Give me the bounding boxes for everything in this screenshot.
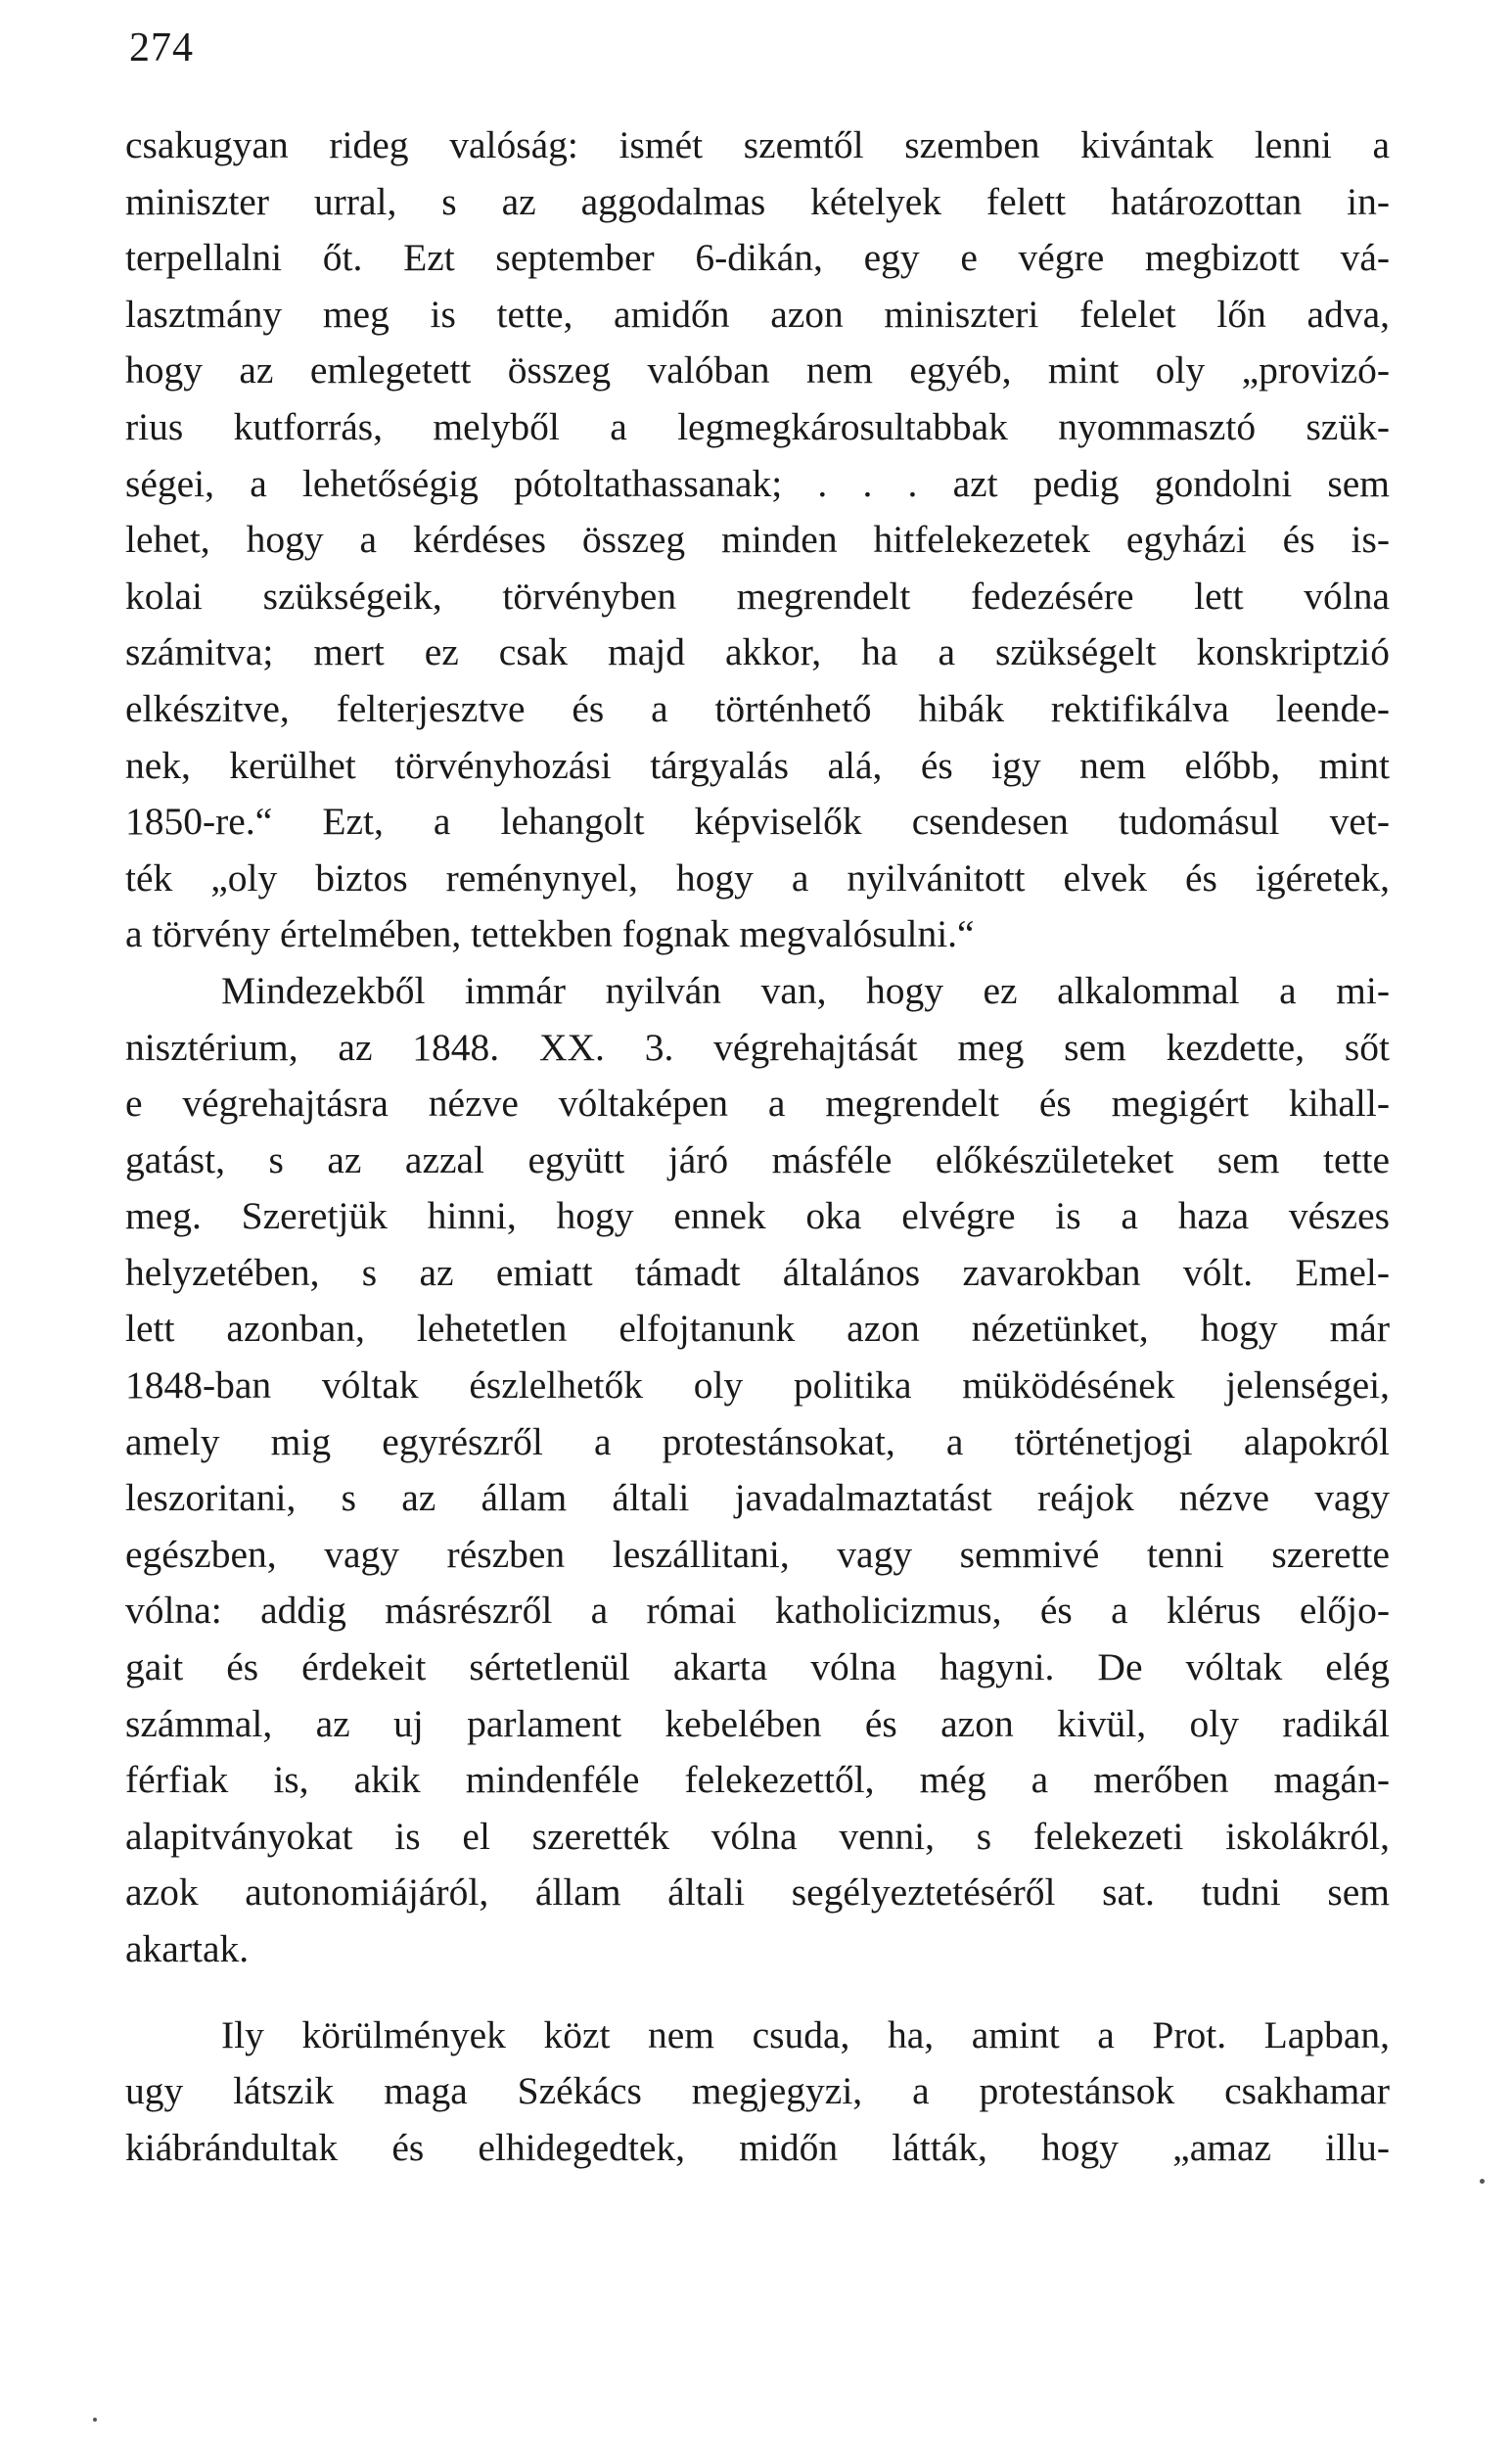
text-line: e végrehajtásra nézve vóltaképen a megrendelt és megigért kihall- <box>125 1082 1390 1126</box>
text-line: nisztérium, az 1848. XX. 3. végrehajtását meg sem kezdette, sőt <box>125 1025 1390 1069</box>
text-line: vólna: addig másrészről a római katholicizmus, és a klérus előjo- <box>125 1589 1390 1633</box>
text-line: 1848-ban vóltak észlelhetők oly politika müködésének jelenségei, <box>125 1363 1390 1408</box>
text-line: lasztmány meg is tette, amidőn azon miniszteri felelet lőn adva, <box>125 292 1390 336</box>
text-line: akartak. <box>125 1927 250 1970</box>
text-line: rius kutforrás, melyből a legmegkárosultabbak nyommasztó szük- <box>125 404 1390 448</box>
text-line: egészben, vagy részben leszállitani, vagy semmivé tenni szerette <box>125 1532 1390 1576</box>
paragraph-2 <box>125 963 1390 1978</box>
text-line: férfiak is, akik mindenféle felekezettől, még a merőben magán- <box>125 1758 1390 1802</box>
text-line: terpellalni őt. Ezt september 6-dikán, egy e végre megbizott vá- <box>125 236 1390 280</box>
text-line: amely mig egyrészről a protestánsokat, a történetjogi alapokról <box>125 1419 1390 1463</box>
paragraph-gap <box>125 1978 1390 2008</box>
text-line: kolai szükségeik, törvényben megrendelt fedezésére lett vólna <box>125 574 1390 618</box>
text-line: gait és érdekeit sértetlenül akarta vólna hagyni. De vóltak elég <box>125 1645 1390 1689</box>
scan-speck <box>93 2418 97 2422</box>
text-line: azok autonomiájáról, állam általi segélyeztetéséről sat. tudni sem <box>125 1870 1390 1915</box>
text-line: ugy látszik maga Székács megjegyzi, a protestánsok csakhamar <box>125 2069 1390 2113</box>
text-line: csakugyan rideg valóság: ismét szemtől szemben kivántak lenni a <box>125 123 1390 166</box>
text-line: lehet, hogy a kérdéses összeg minden hitfelekezetek egyházi és is- <box>125 518 1390 562</box>
paragraph-3 <box>125 2008 1390 2177</box>
text-line: nek, kerülhet törvényhozási tárgyalás alá, és igy nem előbb, mint <box>125 743 1390 787</box>
text-line: gatást, s az azzal együtt járó másféle előkészületeket sem tette <box>125 1137 1390 1181</box>
body-text <box>125 117 1390 2176</box>
text-line: ségei, a lehetőségig pótoltathassanak; . . . azt pedig gondolni sem <box>125 461 1390 505</box>
text-line: 1850-re.“ Ezt, a lehangolt képviselők csendesen tudomásul vet- <box>125 800 1390 844</box>
text-line: meg. Szeretjük hinni, hogy ennek oka elvégre is a haza vészes <box>125 1194 1390 1238</box>
page-number: 274 <box>129 25 194 70</box>
text-line: miniszter urral, s az aggodalmas kételyek felett határozottan in- <box>125 179 1390 223</box>
scan-speck <box>1480 2179 1485 2184</box>
paragraph-1 <box>125 117 1390 963</box>
text-line: számitva; mert ez csak majd akkor, ha a szükségelt konskriptzió <box>125 630 1390 674</box>
text-line: lett azonban, lehetetlen elfojtanunk azon nézetünket, hogy már <box>125 1307 1390 1351</box>
text-line: Ily körülmények közt nem csuda, ha, amint a Prot. Lapban, <box>221 2012 1390 2056</box>
text-line: elkészitve, felterjesztve és a történhető hibák rektifikálva leende- <box>125 686 1390 730</box>
text-line: kiábrándultak és elhidegedtek, midőn látták, hogy „amaz illu- <box>125 2125 1390 2169</box>
text-line: a törvény értelmében, tettekben fognak megvalósulni.“ <box>125 912 975 956</box>
text-line: hogy az emlegetett összeg valóban nem egyéb, mint oly „provizó- <box>125 348 1390 392</box>
text-line: Mindezekből immár nyilván van, hogy ez alkalommal a mi- <box>221 968 1390 1012</box>
text-line: helyzetében, s az emiatt támadt általános zavarokban vólt. Emel- <box>125 1250 1390 1294</box>
text-line: alapitványokat is el szerették vólna venni, s felekezeti iskolákról, <box>125 1814 1390 1858</box>
text-line: ték „oly biztos reménynyel, hogy a nyilvánitott elvek és igéretek, <box>125 855 1390 900</box>
text-line: számmal, az uj parlament kebelében és azon kivül, oly radikál <box>125 1701 1390 1745</box>
text-line: leszoritani, s az állam általi javadalmaztatást reájok nézve vagy <box>125 1476 1390 1520</box>
